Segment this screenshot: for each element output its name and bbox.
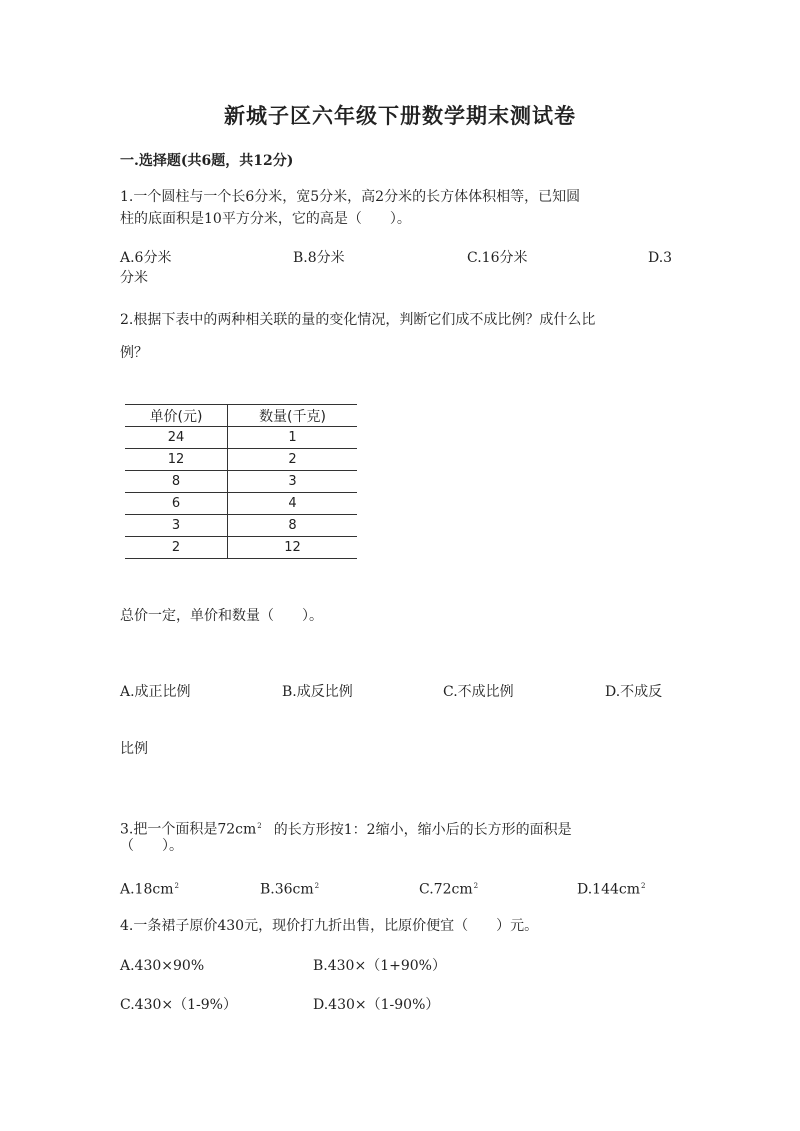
table-row (125, 493, 357, 515)
table-header-row (125, 405, 357, 427)
q2-option-d-continued: 比例 (120, 741, 148, 757)
q3-option-a-superscript: 2 (174, 882, 179, 890)
q3-option-d (577, 876, 645, 900)
q3-squared-superscript: 2 (257, 822, 262, 830)
table-cell: 3 (125, 515, 228, 537)
section-heading: 一.选择题(共6题，共12分) (120, 153, 294, 169)
q2-line1: 2.根据下表中的两种相关联的量的变化情况，判断它们成不成比例？成什么比 (120, 312, 596, 328)
q3-option-b (260, 876, 319, 900)
q3-option-c-text: C.72cm (419, 881, 473, 898)
q4-option-b: B.430×（1+90%） (313, 958, 446, 974)
q3-line1-start: 3.把一个面积是72cm (120, 821, 257, 838)
table-cell: 2 (125, 537, 228, 559)
q3-option-d-text: D.144cm (577, 881, 641, 898)
q4-option-c: C.430×（1-9%） (120, 997, 237, 1013)
q3-line1 (120, 816, 572, 840)
table-cell: 1 (228, 427, 357, 449)
table-cell: 12 (228, 537, 357, 559)
q3-option-c-superscript: 2 (473, 882, 479, 890)
table-cell: 2 (228, 449, 357, 471)
table-row (125, 427, 357, 449)
table-row (125, 471, 357, 493)
table-cell: 8 (228, 515, 357, 537)
q1-option-b: B.8分米 (293, 250, 345, 266)
q3-option-b-text: B.36cm (260, 881, 314, 898)
table-row (125, 537, 357, 559)
q4-line1: 4.一条裙子原价430元，现价打九折出售，比原价便宜（ ）元。 (120, 918, 539, 934)
q3-option-a (120, 876, 179, 900)
q2-option-b: B.成反比例 (282, 684, 353, 700)
q4-option-d: D.430×（1-90%） (313, 997, 440, 1013)
q3-line1-end: 的长方形按1：2缩小，缩小后的长方形的面积是 (273, 821, 572, 838)
q3-option-a-text: A.18cm (120, 881, 174, 898)
q1-option-d: D.3 (648, 250, 673, 266)
q2-option-d: D.不成反 (605, 684, 663, 700)
price-quantity-table (125, 404, 357, 559)
table-cell: 4 (228, 493, 357, 515)
q1-option-d-continued: 分米 (120, 270, 148, 286)
q1-line1: 1.一个圆柱与一个长6分米，宽5分米，高2分米的长方体体积相等，已知圆 (120, 189, 581, 205)
q2-prompt: 总价一定，单价和数量（ ）。 (120, 608, 323, 624)
q3-option-c (419, 876, 478, 900)
table-cell: 8 (125, 471, 228, 493)
q1-option-c: C.16分米 (467, 250, 528, 266)
q3-option-d-superscript: 2 (641, 882, 646, 890)
q3-line2: （ ）。 (120, 838, 183, 854)
q1-option-a: A.6分米 (120, 250, 172, 266)
page-title: 新城子区六年级下册数学期末测试卷 (224, 103, 576, 128)
table-cell: 12 (125, 449, 228, 471)
table-cell: 3 (228, 471, 357, 493)
q4-option-a: A.430×90% (120, 958, 205, 974)
table-row (125, 449, 357, 471)
table-header-quantity: 数量(千克) (228, 405, 357, 427)
q2-option-a: A.成正比例 (120, 684, 191, 700)
table-cell: 24 (125, 427, 228, 449)
q3-option-b-superscript: 2 (314, 882, 320, 890)
table-header-unit-price: 单价(元) (125, 405, 228, 427)
table-cell: 6 (125, 493, 228, 515)
table-row (125, 515, 357, 537)
q2-option-c: C.不成比例 (443, 684, 514, 700)
q1-line2: 柱的底面积是10平方分米，它的高是（ ）。 (120, 211, 411, 227)
q2-line2: 例？ (120, 345, 148, 361)
